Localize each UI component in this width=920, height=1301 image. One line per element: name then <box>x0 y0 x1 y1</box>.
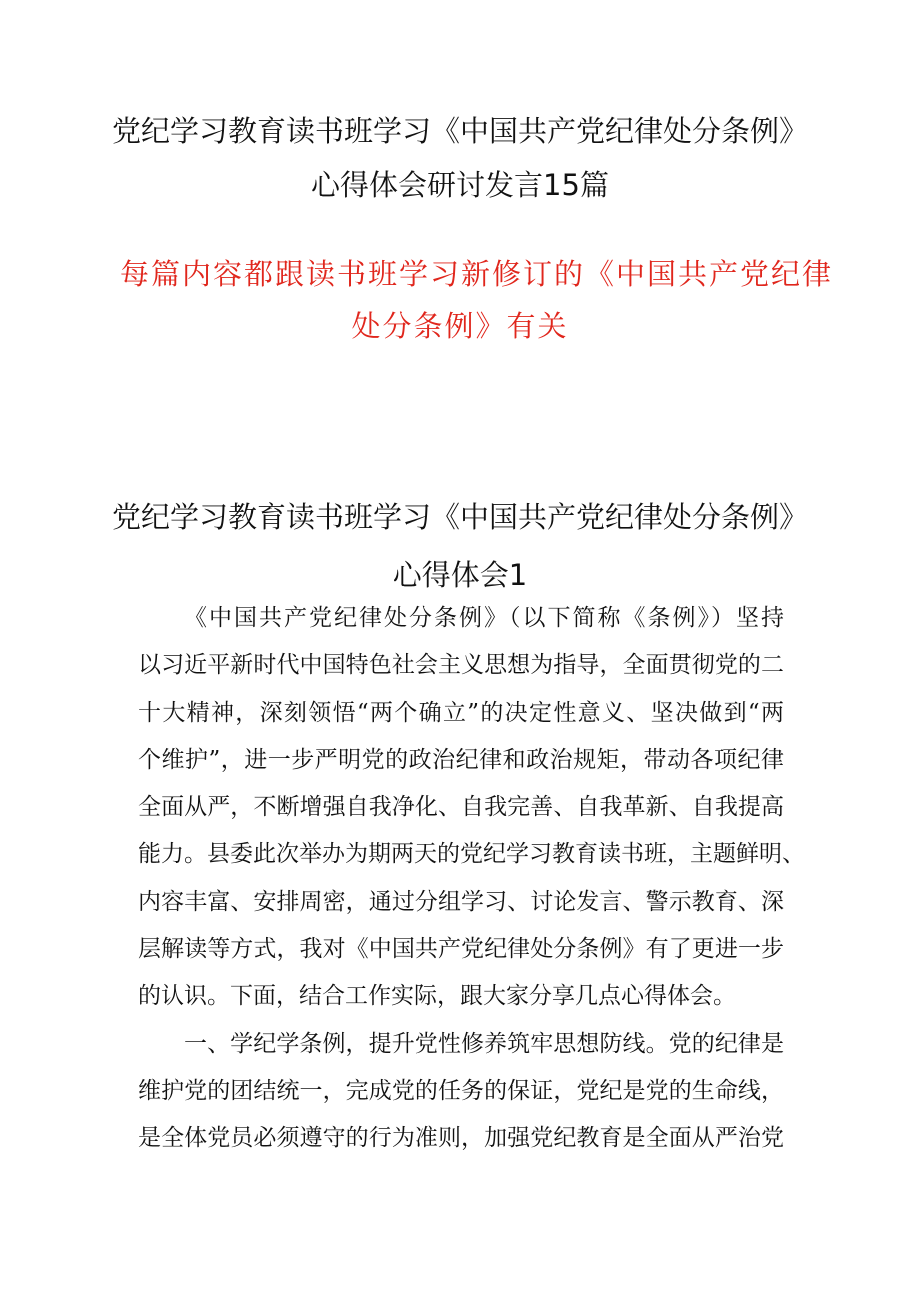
paragraph-1-line: 的认识。下面，结合工作实际，跟大家分享几点心得体会。 <box>138 983 736 1010</box>
section-title-line-1: 党纪学习教育读书班学习《中国共产党纪律处分条例》 <box>111 500 808 534</box>
paragraph-2-line: 一、学纪学条例，提升党性修养筑牢思想防线。党的纪律是 <box>184 1030 784 1057</box>
document-subtitle <box>120 248 834 352</box>
paragraph-1-line: 能力。县委此次举办为期两天的党纪学习教育读书班，主题鲜明、 <box>138 841 805 868</box>
document-title-line-1: 党纪学习教育读书班学习《中国共产党纪律处分条例》 <box>111 114 808 148</box>
paragraph-1-line: 层解读等方式，我对《中国共产党纪律处分条例》有了更进一步 <box>138 936 784 963</box>
section-title-line-2: 心得体会1 <box>392 558 528 592</box>
paragraph-1 <box>138 595 805 1021</box>
paragraph-1-line: 以习近平新时代中国特色社会主义思想为指导，全面贯彻党的二 <box>138 652 784 679</box>
paragraph-2-line: 维护党的团结统一，完成党的任务的保证，党纪是党的生命线， <box>138 1077 784 1104</box>
section-body <box>138 595 805 1163</box>
document-subtitle-line-1: 每篇内容都跟读书班学习新修订的《中国共产党纪律 <box>120 257 834 291</box>
paragraph-1-line: 内容丰富、安排周密，通过分组学习、讨论发言、警示教育、深 <box>138 888 784 915</box>
section-title <box>60 488 860 604</box>
document-title-line-2: 心得体会研讨发言15篇 <box>311 168 609 202</box>
paragraph-1-line: 全面从严，不断增强自我净化、自我完善、自我革新、自我提高 <box>138 794 784 821</box>
paragraph-2 <box>138 1021 784 1163</box>
paragraph-1-line: 十大精神，深刻领悟“两个确立”的决定性意义、坚决做到“两 <box>138 699 784 726</box>
document-subtitle-line-2: 处分条例》有关 <box>351 309 569 343</box>
document-title <box>60 104 860 212</box>
paragraph-1-line: 个维护”，进一步严明党的政治纪律和政治规矩，带动各项纪律 <box>138 746 784 773</box>
paragraph-1-line: 《中国共产党纪律处分条例》（以下简称《条例》）坚持 <box>184 605 784 631</box>
paragraph-2-line: 是全体党员必须遵守的行为准则，加强党纪教育是全面从严治党 <box>138 1125 784 1152</box>
